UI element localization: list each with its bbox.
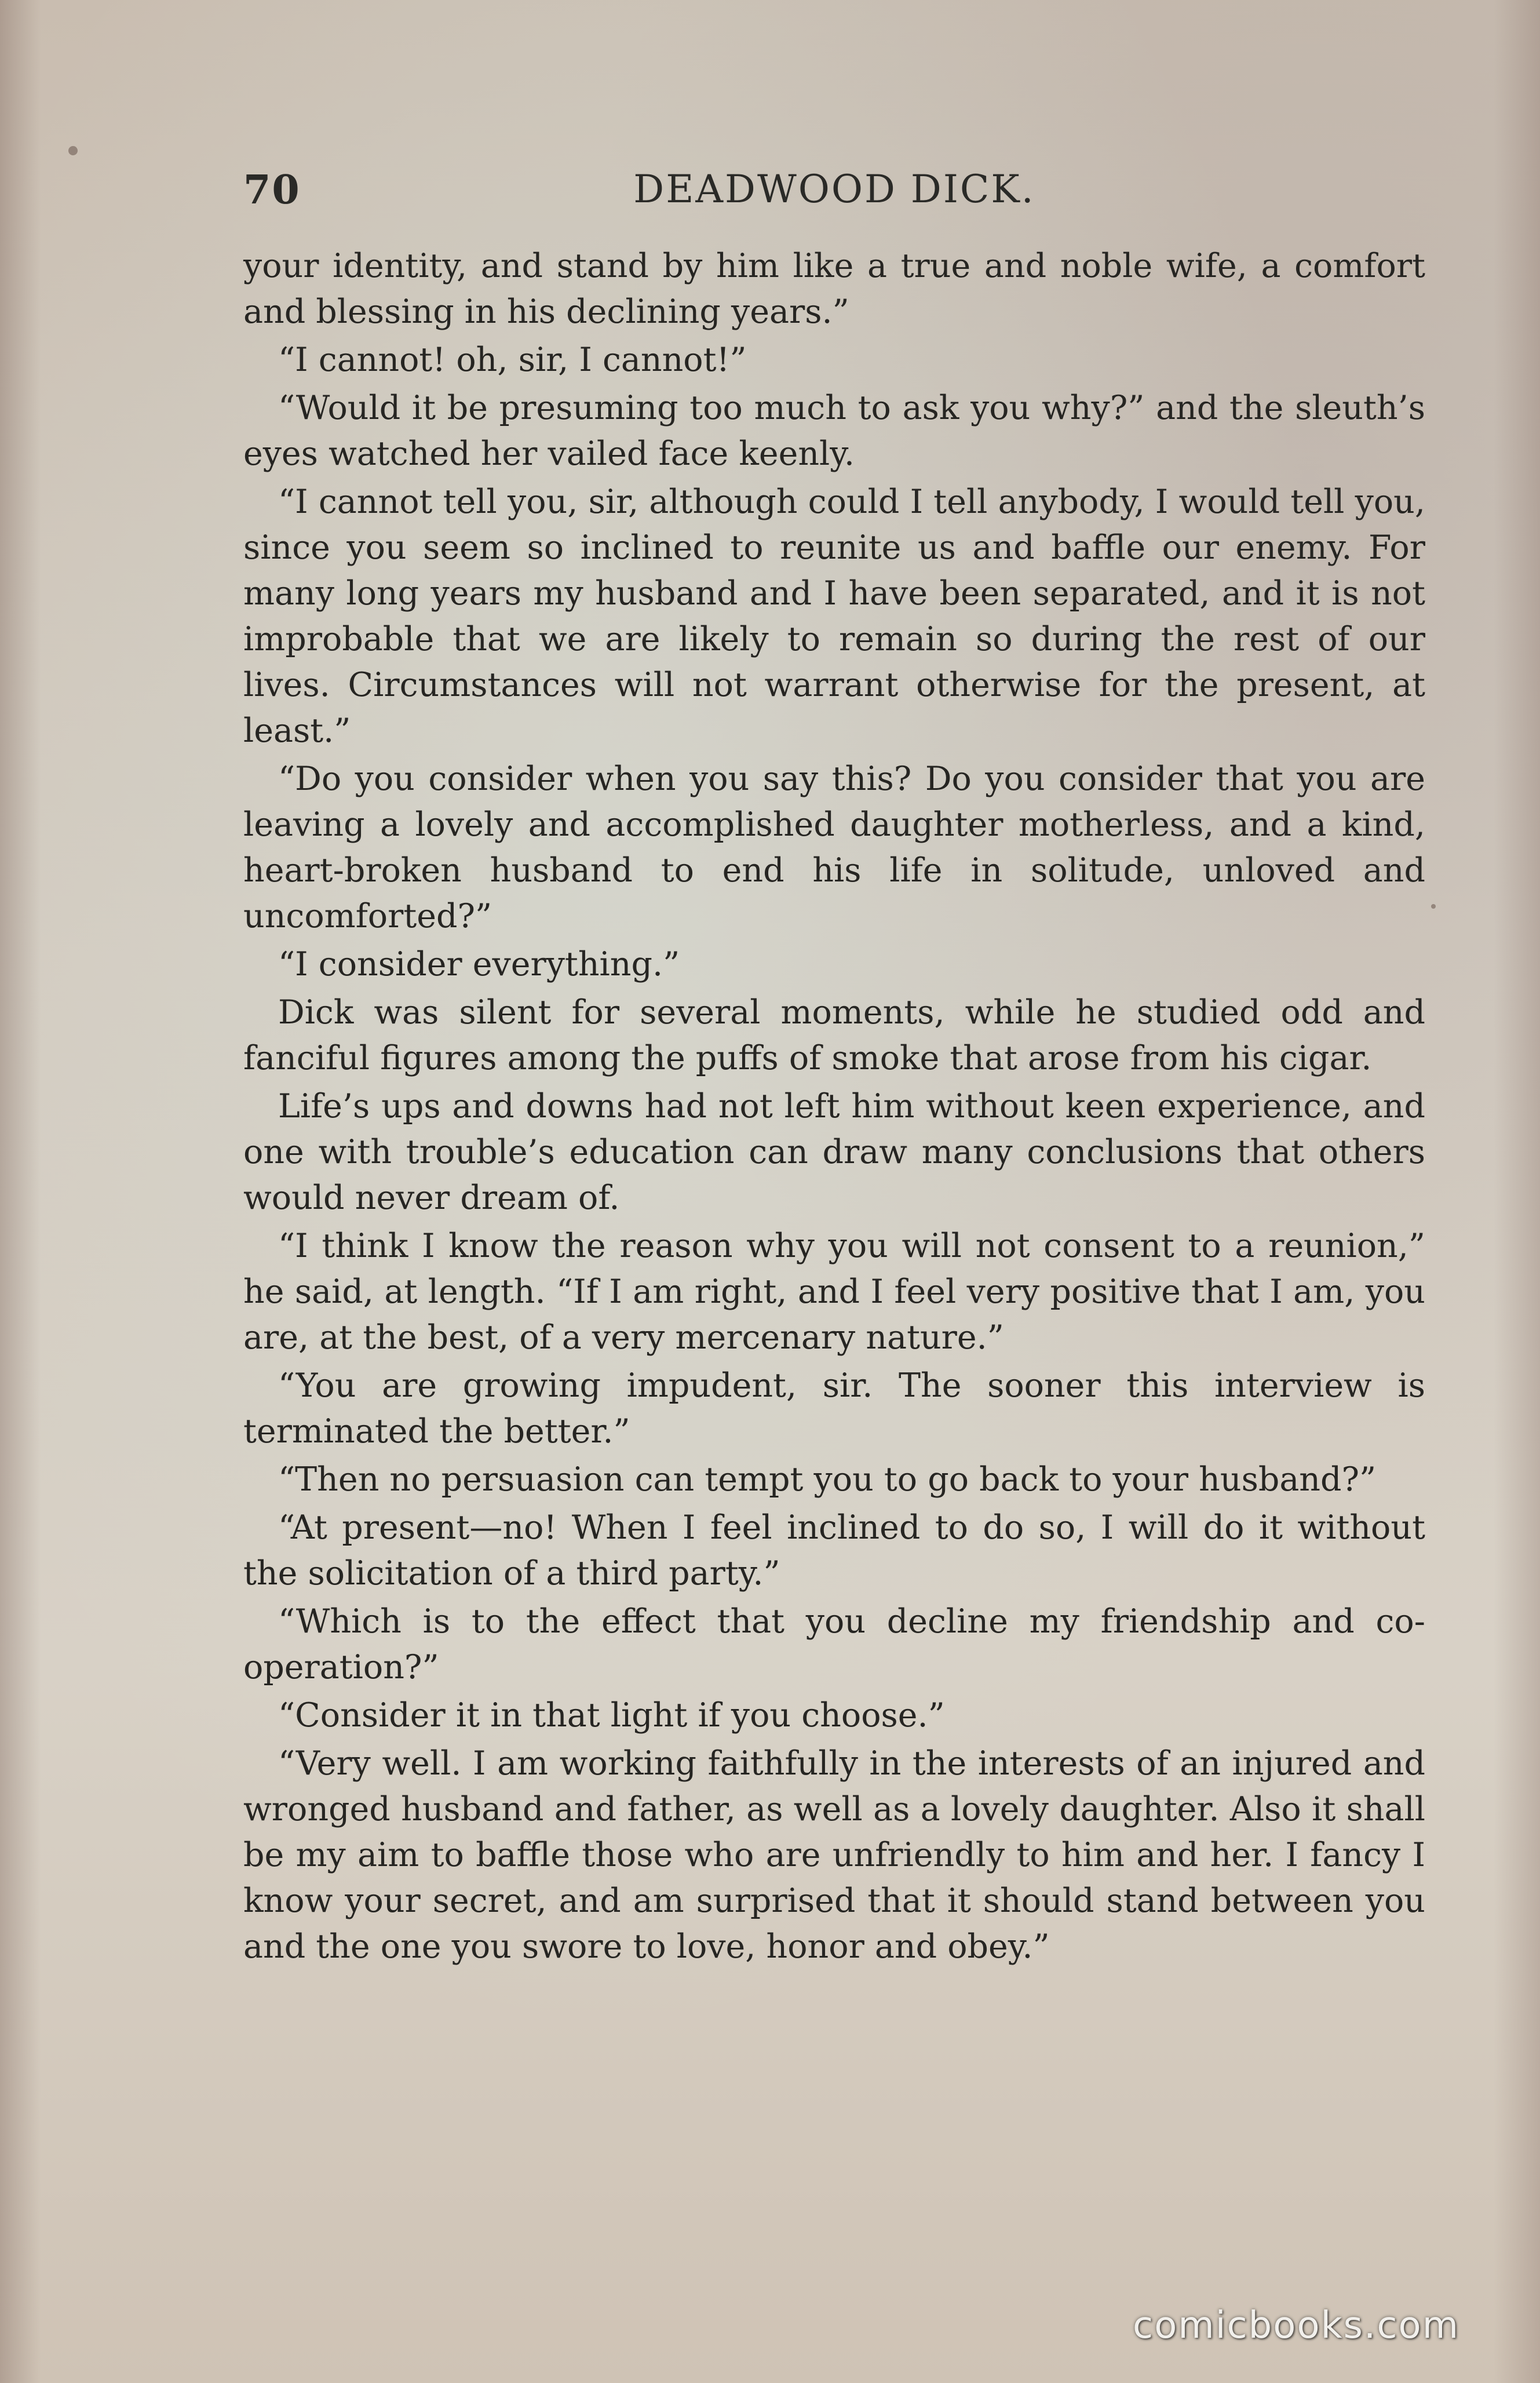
page-edge-shadow-right (1494, 0, 1540, 2383)
watermark: comicbooks.com (1133, 2304, 1460, 2347)
paragraph: “Which is to the effect that you decline my friendship and co-operation?” (243, 1602, 1425, 1686)
paragraph: “Would it be presuming too much to ask you why?” and the sleuth’s eyes watched her vailed face keenly. (243, 389, 1425, 473)
paragraph: “Very well. I am working faithfully in the interests of an injured and wronged husband and father, as well as a lovely daughter. Also it shall be my aim to baffle those who are unfriendly to him and her. I fancy I know your secret, and am surprised that it should stand between you and the one you swore to love, honor and obey.” (243, 1744, 1425, 1966)
paragraph: Dick was silent for several moments, while he studied odd and fanciful figures among the puffs of smoke that arose from his cigar. (243, 993, 1425, 1077)
paragraph: “Then no persuasion can tempt you to go back to your husband?” (278, 1460, 1377, 1499)
page-header (243, 167, 1425, 225)
paragraph: “Do you consider when you say this? Do you consider that you are leaving a lovely and accomplished daughter motherless, and a kind, heart-broken husband to end his life in solitude, unloved and uncomforted?” (243, 760, 1425, 935)
page-edge-shadow-left (0, 0, 41, 2383)
page-number: 70 (243, 167, 301, 213)
paragraph: “I consider everything.” (278, 945, 680, 983)
paragraph: “I think I know the reason why you will not consent to a reunion,” he said, at length. “If I am right, and I feel very positive that I am, you are, at the best, of a very mercenary nature.” (243, 1227, 1425, 1357)
ink-spot (68, 146, 78, 155)
paragraph: “I cannot! oh, sir, I cannot!” (278, 341, 747, 379)
running-head: DEADWOOD DICK. (633, 167, 1035, 212)
paragraph: “You are growing impudent, sir. The sooner this interview is terminated the better.” (243, 1367, 1425, 1451)
body-text (243, 243, 1425, 1970)
ink-spot (1431, 904, 1436, 909)
paragraph: “At present—no! When I feel inclined to do so, I will do it without the solicitation of a third party.” (243, 1508, 1425, 1593)
paragraph: Life’s ups and downs had not left him without keen experience, and one with trouble’s education can draw many conclusions that others would never dream of. (243, 1087, 1425, 1217)
paragraph: your identity, and stand by him like a true and noble wife, a comfort and blessing in his declining years.” (243, 247, 1425, 331)
paragraph: “Consider it in that light if you choose.” (278, 1696, 945, 1735)
paragraph: “I cannot tell you, sir, although could I tell anybody, I would tell you, since you seem so inclined to reunite us and baffle our enemy. For many long years my husband and I have been separated, and it is not improbable that we are likely to remain so during the rest of our lives. Circumstances will not warrant otherwise for the present, at least.” (243, 483, 1425, 750)
